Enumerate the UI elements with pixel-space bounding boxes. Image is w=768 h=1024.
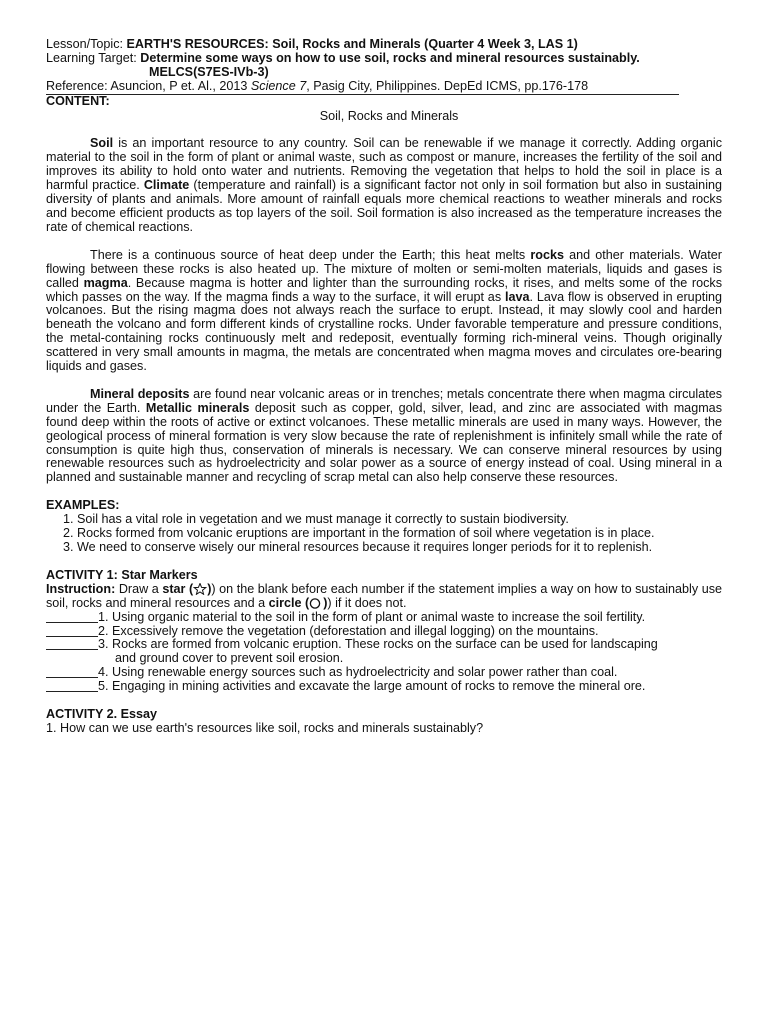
item-number: 3.: [63, 540, 74, 554]
item-text: Rocks formed from volcanic eruptions are important in the formation of soil where vegetation is in place.: [77, 526, 655, 541]
content-label: CONTENT:: [46, 93, 110, 108]
lesson-label: Lesson/Topic:: [46, 37, 127, 51]
activity-item-5: [46, 680, 722, 694]
list-item: [63, 541, 722, 555]
instruction-text-a: Draw a: [115, 581, 163, 596]
activity-item-4: [46, 666, 722, 680]
activity-item-text: 2. Excessively remove the vegetation (deforestation and illegal logging) on the mountains.: [98, 623, 599, 638]
activity-item-1: [46, 611, 722, 625]
learning-target-line: [46, 52, 722, 66]
page-title: Soil, Rocks and Minerals: [319, 108, 459, 123]
answer-blank[interactable]: [46, 611, 98, 623]
melcs-line: [46, 66, 722, 80]
item-number: 1.: [63, 512, 74, 527]
lesson-topic-line: [46, 38, 722, 52]
reference-line: [46, 80, 679, 95]
target-value: Determine some ways on how to use soil, rocks and mineral resources sustainably.: [140, 50, 640, 65]
list-item: [63, 527, 722, 541]
melcs-code: MELCS(S7ES-IVb-3): [149, 64, 269, 79]
paragraph-minerals-text-b: deposit such as copper, gold, silver, lead, and zinc are associated with magmas found deep within the roots of active or extinct volcanoes. These metallic minerals are used in many ways. However, the geological process of mineral formation is very slow because the rate of replenishment is infinitely small while the rate of consumption is quite high thus, conservation of minerals is necessary. We can conserve mineral resources by using renewable resources such as hydroelectricity and solar power as a source of energy instead of coal. Using mineral in a planned and sustainable manner and recycling of scrap metal can also help conserve these resources.: [46, 400, 722, 485]
answer-blank[interactable]: [46, 680, 98, 692]
list-item: [63, 513, 722, 527]
activity-item-text: 4. Using renewable energy sources such as hydroelectricity and solar power rather than coal.: [98, 665, 618, 680]
item-number: 2.: [63, 526, 74, 541]
activity1-instruction: Instruction: Draw a star ( )) on the blank before each number if the statement implies a way on how to sustainably use soil, rocks and mineral resources and a circle ( )) if it does not.: [46, 581, 722, 610]
examples-list: [46, 513, 722, 555]
term-mineral-deposits: Mineral deposits: [90, 386, 190, 401]
term-lava: lava: [504, 289, 530, 304]
item-text: We need to conserve wisely our mineral resources because it requires longer periods for it to replenish.: [77, 540, 653, 554]
paragraph-rocks-text-d: . Lava flow is observed in erupting volcanoes. But the rising magma does not always reach the surface to erupt. Instead, it may slowly cool and harden beneath the volcano and form different kinds of crystalline rocks. Under favorable temperature and pressure conditions, the metal-containing rocks continuously melt and redeposit, eventually forming rich-mineral veins. Though originally scattered in very small amounts in magma, the metals are concentrated when magma moves and circulates ore-bearing liquids and gases.: [46, 289, 722, 374]
target-label: Learning Target:: [46, 50, 141, 65]
paragraph-soil-text-a: is an important resource to any country. Soil can be renewable if we manage it correctly. Adding organic material to the soil in the form of plant or animal waste, such as compost or manure, increases the fertility of the soil and improves its ability to hold onto water and nutrients. Removing the vegetation that helps to hold the soil in place is a harmful practice.: [46, 136, 722, 193]
paragraph-rocks-text-c: . Because magma is hotter and lighter than the surrounding rocks, it rises, and melts some of the rocks which passes on the way. If the magma finds a way to the surface, it will erupt as: [46, 275, 722, 304]
circle-word: circle (: [268, 595, 310, 610]
term-magma: magma: [83, 275, 128, 290]
activity-item-text: 1. Using organic material to the soil in the form of plant or animal waste to increase the soil fertility.: [98, 609, 646, 624]
star-icon: [193, 583, 207, 595]
activity2-heading: ACTIVITY 2. Essay: [46, 707, 158, 722]
star-word: star (: [162, 581, 194, 596]
answer-blank[interactable]: [46, 625, 98, 637]
instruction-label: Instruction:: [46, 581, 116, 596]
paragraph-soil-text-b: (temperature and rainfall) is a significant factor not only in soil formation but also in sustaining diversity of plants and animals. More amount of rainfall equals more chemical reactions to weather minerals and rocks and become efficient products as top layers of the soil. Soil formation is also increased as the temperature increases the rate of chemical reactions.: [46, 178, 722, 234]
examples-heading: EXAMPLES:: [46, 498, 120, 513]
paragraph-soil: [46, 137, 722, 234]
activity-item-3: [46, 638, 722, 652]
item-text: Soil has a vital role in vegetation and we must manage it correctly to sustain biodiversity.: [77, 512, 569, 527]
instruction-text-b: ) on the blank before each number if the statement implies a way on how to sustainably use soil, rocks and mineral resources and a: [46, 581, 722, 610]
answer-blank[interactable]: [46, 638, 98, 650]
activity-item-text: 3. Rocks are formed from volcanic eruption. These rocks on the surface can be used for landscaping: [98, 637, 658, 652]
reference-prefix: Reference: Asuncion, P et. Al., 2013: [46, 78, 251, 93]
term-metallic-minerals: Metallic minerals: [145, 400, 250, 415]
circle-icon: [309, 597, 323, 609]
paragraph-rocks: [46, 249, 722, 374]
answer-blank[interactable]: [46, 666, 98, 678]
paragraph-rocks-text-b: and other materials. Water flowing between these rocks is also heated up. The mixture of molten or semi-molten materials, liquids and gases is called: [46, 247, 722, 290]
term-climate: Climate: [143, 178, 190, 193]
term-soil: Soil: [90, 136, 114, 151]
paragraph-minerals-text-a: are found near volcanic areas or in trenches; metals concentrate there when magma circulates under the Earth.: [46, 386, 722, 415]
lesson-value: EARTH'S RESOURCES: Soil, Rocks and Minerals (Quarter 4 Week 3, LAS 1): [126, 37, 578, 51]
reference-book: Science 7: [250, 78, 307, 93]
instruction-text-c: ) if it does not.: [327, 595, 407, 610]
paragraph-minerals: [46, 388, 722, 485]
reference-suffix: , Pasig City, Philippines. DepEd ICMS, pp.176-178: [306, 78, 589, 93]
term-rocks: rocks: [530, 247, 564, 262]
activity-item-text: 5. Engaging in mining activities and excavate the large amount of rocks to remove the mineral ore.: [98, 679, 646, 694]
essay-question: 1. How can we use earth's resources like soil, rocks and minerals sustainably?: [46, 720, 484, 735]
paragraph-rocks-text-a: There is a continuous source of heat deep under the Earth; this heat melts: [90, 247, 531, 262]
activity-item-3-continuation: and ground cover to prevent soil erosion.: [115, 651, 344, 666]
activity-item-2: [46, 625, 722, 639]
document-page: [46, 38, 722, 736]
activity1-heading: ACTIVITY 1: Star Markers: [46, 567, 198, 582]
